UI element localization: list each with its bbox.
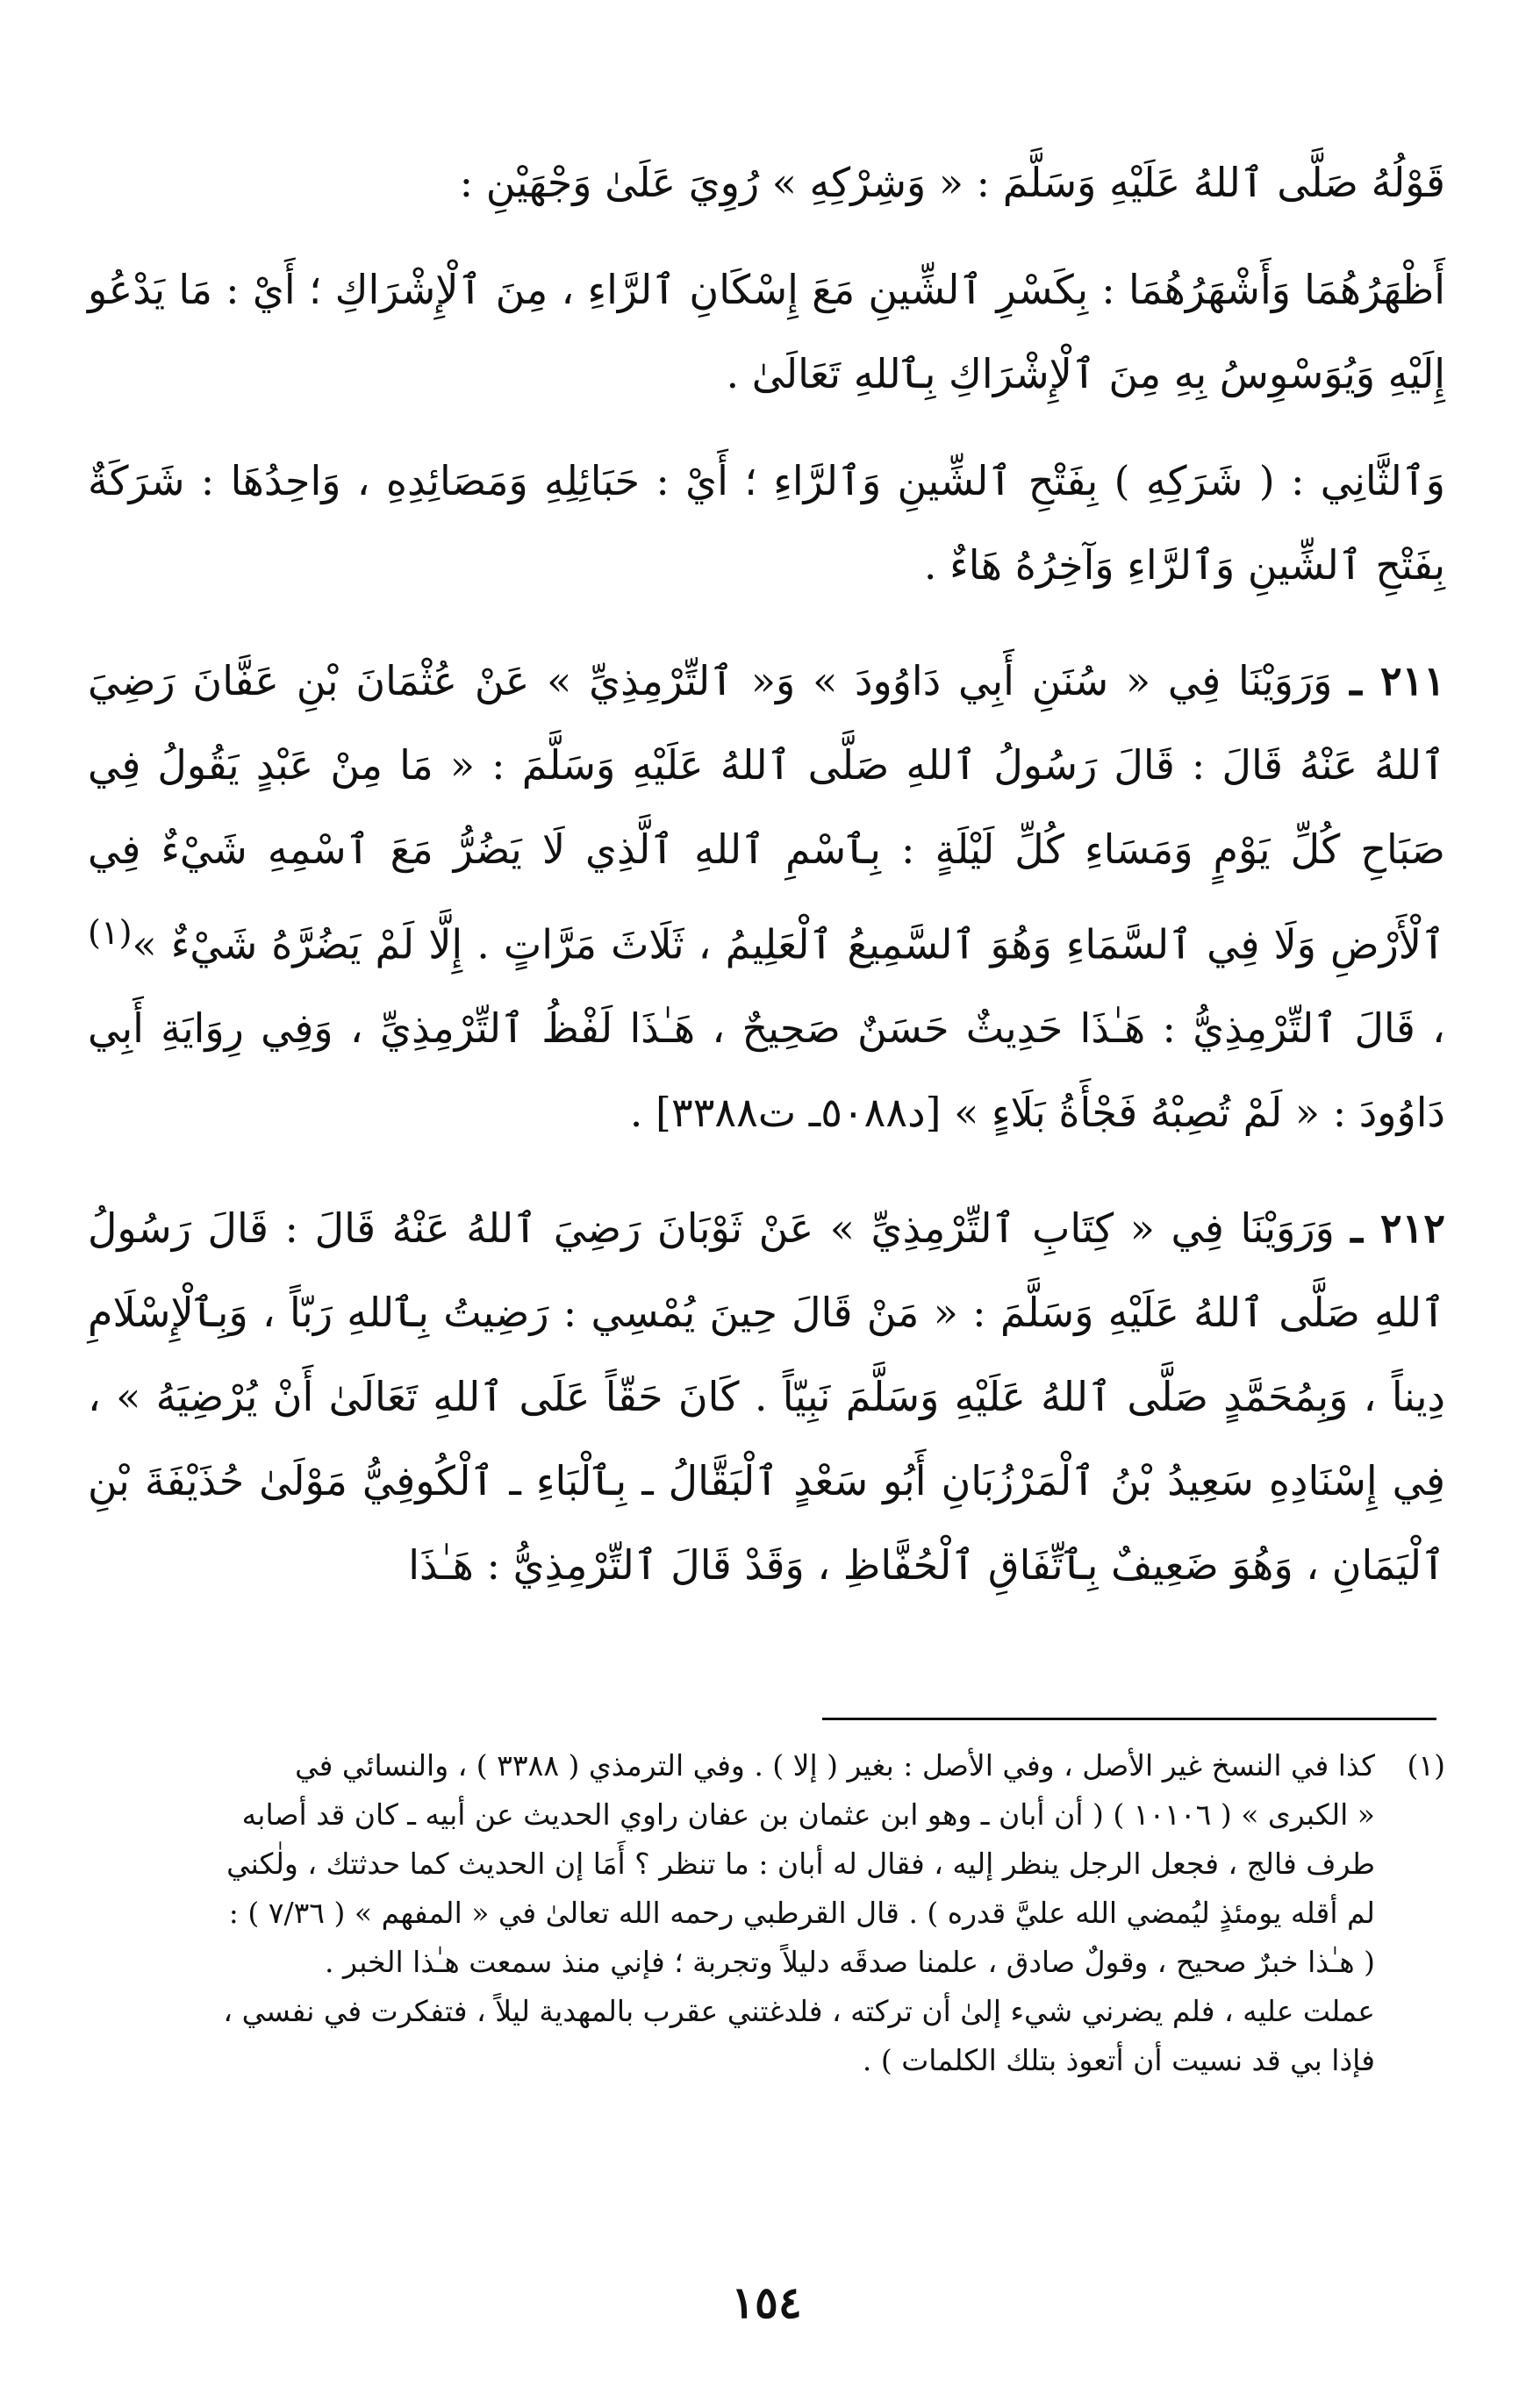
footnote-line: عملت عليه ، فلم يضرني شيء إلىٰ أن تركته ، فلدغتني عقرب بالمهدية ليلاً ، فتفكرت في نفسي ، [223,1994,1375,2028]
hadith-number: ٢١١ ـ [1350,657,1445,704]
footnote-line: لم أقله يومئذٍ ليُمضي الله عليَّ قدره ) . قال القرطبي رحمه الله تعالىٰ في « المفهم » ( ٧/٣٦ ) : [228,1896,1375,1930]
footnote-line: كذا في النسخ غير الأصل ، وفي الأصل : بغير ( إلا ) . وفي الترمذي ( ٣٣٨٨ ) ، والنسائي في [295,1748,1375,1783]
paragraph-first-reading: أَظْهَرُهُمَا وَأَشْهَرُهُمَا : بِكَسْرِ ٱلشِّينِ مَعَ إِسْكَانِ ٱلرَّاءِ ، مِنَ ٱلْإِشْرَاكِ ؛ أَيْ : مَا يَدْعُو إِلَيْهِ وَيُوَسْوِسُ بِهِ مِنَ ٱلْإِشْرَاكِ بِٱللهِ تَعَالَىٰ . [88,266,1445,397]
hadith-end: . [629,1089,643,1137]
footnote-marker: (١) [1407,1748,1445,1783]
footnotes [88,1741,1445,2085]
hadith-text-continued: ، قَالَ ٱلتِّرْمِذِيُّ : هَـٰذَا حَدِيثٌ حَسَنٌ صَحِيحٌ ، هَـٰذَا لَفْظُ ٱلتِّرْمِذِيِّ ، وَفِي رِوَايَةِ أَبِي دَاوُودَ : « لَمْ تُصِبْهُ فَجْأَةُ بَلَاءٍ » [88,1004,1445,1137]
hadith-text: وَرَوَيْنَا فِي « سُنَنِ أَبِي دَاوُودَ » وَ« ٱلتِّرْمِذِيِّ » عَنْ عُثْمَانَ بْنِ عَفَّانَ رَضِيَ ٱللهُ عَنْهُ قَالَ : قَالَ رَسُولُ ٱللهِ صَلَّى ٱللهُ عَلَيْهِ وَسَلَّمَ : « مَا مِنْ عَبْدٍ يَقُولُ فِي صَبَاحِ كُلِّ يَوْمٍ وَمَسَاءِ كُلِّ لَيْلَةٍ : بِٱسْمِ ٱللهِ ٱلَّذِي لَا يَضُرُّ مَعَ ٱسْمِهِ شَيْءٌ فِي ٱلْأَرْضِ وَلَا فِي ٱلسَّمَاءِ وَهُوَ ٱلسَّمِيعُ ٱلْعَلِيمُ ، ثَلَاثَ مَرَّاتٍ . إِلَّا لَمْ يَضُرَّهُ شَيْءٌ » [88,657,1445,968]
footnote-body [88,1741,1375,2085]
main-text [88,140,1445,1607]
footnote-divider [822,1718,1436,1720]
footnote-line: ( هـٰذا خبرٌ صحيح ، وقولٌ صادق ، علمنا صدقَه دليلاً وتجربة ؛ فإني منذ سمعت هـٰذا الخبر . [325,1945,1375,1979]
footnote-line: طرف فالج ، فجعل الرجل ينظر إليه ، فقال له أبان : ما تنظر ؟ أَمَا إن الحديث كما حدثتك ، ولٰكني [226,1847,1375,1881]
hadith-211 [88,639,1445,1154]
hadith-number: ٢١٢ ـ [1350,1204,1445,1253]
paragraph-second-reading: وَٱلثَّانِي : ( شَرَكِهِ ) بِفَتْحِ ٱلشِّينِ وَٱلرَّاءِ ؛ أَيْ : حَبَائِلِهِ وَمَصَائِدِهِ ، وَاحِدُهَا : شَرَكَةٌ بِفَتْحِ ٱلشِّينِ وَٱلرَّاءِ وَآخِرُهُ هَاءٌ . [88,457,1445,589]
footnote-reference[interactable]: (١) [88,913,133,953]
footnote-line: فإذا بي قد نسيت أن أتعوذ بتلك الكلمات ) . [862,2043,1375,2077]
footnote-line: « الكبرى » ( ١٠١٠٦ ) ( أن أبان ـ وهو ابن عثمان بن عفان راوي الحديث عن أبيه ـ كان قد أصابه [241,1797,1375,1832]
hadith-source: [د٥٠٨٨ـ ت٣٣٨٨] [655,1089,942,1137]
page-number: ١٥٤ [731,2276,802,2328]
footnote-1 [88,1741,1445,2085]
paragraph-shirk-intro: قَوْلُهُ صَلَّى ٱللهُ عَلَيْهِ وَسَلَّمَ : « وَشِرْكِهِ » رُوِيَ عَلَىٰ وَجْهَيْنِ : [459,159,1445,206]
hadith-212 [88,1186,1445,1607]
hadith-text: وَرَوَيْنَا فِي « كِتَابِ ٱلتِّرْمِذِيِّ » عَنْ ثَوْبَانَ رَضِيَ ٱللهُ عَنْهُ قَالَ : قَالَ رَسُولُ ٱللهِ صَلَّى ٱللهُ عَلَيْهِ وَسَلَّمَ : « مَنْ قَالَ حِينَ يُمْسِي : رَضِيتُ بِٱللهِ رَبّاً ، وَبِٱلْإِسْلَامِ دِيناً ، وَبِمُحَمَّدٍ صَلَّى ٱللهُ عَلَيْهِ وَسَلَّمَ نَبِيّاً . كَانَ حَقّاً عَلَى ٱللهِ تَعَالَىٰ أَنْ يُرْضِيَهُ » ، فِي إِسْنَادِهِ سَعِيدُ بْنُ ٱلْمَرْزُبَانِ أَبُو سَعْدٍ ٱلْبَقَّالُ ـ بِٱلْبَاءِ ـ ٱلْكُوفِيُّ مَوْلَىٰ حُذَيْفَةَ بْنِ ٱلْيَمَانِ ، وَهُوَ ضَعِيفٌ بِٱتِّفَاقِ ٱلْحُفَّاظِ ، وَقَدْ قَالَ ٱلتِّرْمِذِيُّ : هَـٰذَا [88,1204,1445,1590]
